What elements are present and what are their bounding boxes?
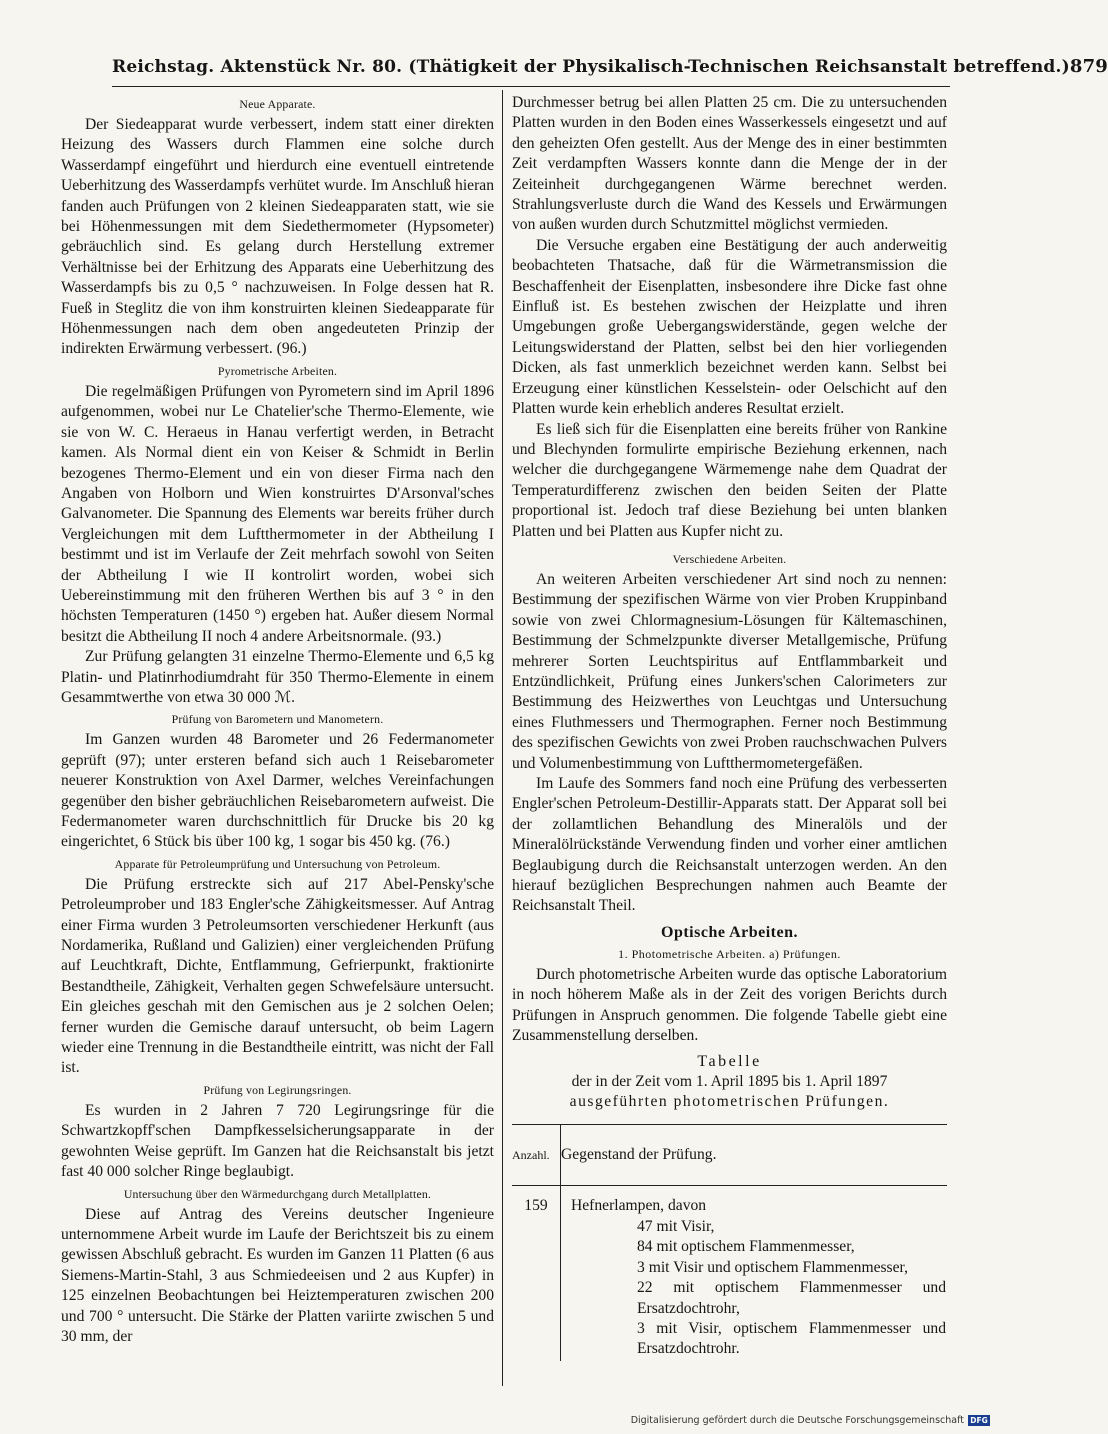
section-heading: Prüfung von Barometern und Manometern. — [171, 712, 384, 727]
paragraph: Der Siedeapparat wurde verbessert, indem statt einer direkten Heizung des Wassers durch Flammen eine solche durch Wasserdampf eingeführt und hierdurch eine eventuell eintretende Ueberhitzung des Wasserdampfs verhütet wurde. Im Anschluß hieran fanden auch Prüfungen von 2 kleinen Siedeapparaten statt, wie sie bei Höhenmessungen mit dem Siedethermometer (Hypsometer) gebräuchlich sind. Es gelang durch Herstellung extremer Verhältnisse bei der Erhitzung des Apparats eine Ueberhitzung des Wasserdampfs bis zu 0,5 ° nachzuweisen. In Folge dessen hat R. Fueß in Steglitz die von ihm konstruirten kleinen Siedeapparate für Höhenmessungen nach dem oben angedeuteten Prinzip der indirekten Erwärmung verbessert. (96.) — [61, 116, 494, 358]
paragraph: Die Prüfung erstreckte sich auf 217 Abel-Pensky'sche Petroleumprober und 183 Engler'sche Zähigkeitsmesser. Auf Antrag einer Firma wurden 3 Petroleumsorten verschiedener Herkunft (aus Nordamerika, Rußland und Galizien) einer vergleichenden Prüfung auf Leuchtkraft, Dichte, Entflammung, Gefrierpunkt, fraktionirte Bestandtheile, Zähigkeit, Verhalten gegen Schwefelsäure untersucht. Ein gleiches geschah mit den Gemischen aus je 2 solchen Oelen; ferner wurden die Gemische darauf untersucht, ob beim Lagern wieder eine Trennung in die Bestandtheile eintritt, was nicht der Fall ist. — [61, 875, 494, 1077]
column-header-subject: Gegenstand der Prüfung. — [561, 1125, 948, 1186]
paragraph: An weiteren Arbeiten verschiedener Art sind noch zu nennen: Bestimmung der spezifischen Wärme von vier Proben Kruppinband sowie von zwei Chlormagnesium-Lösungen für Kältemaschinen, Bestimmung der Schmelzpunkte diverser Metallgemische, Prüfung mehrerer Sorten Leuchtspiritus auf Entflammbarkeit und Entzündlichkeit, Prüfung eines Junkers'schen Calorimeters zur Bestimmung des Heizwerthes von Leuchtgas und Untersuchung eines Fluthmessers und Thermographen. Ferner noch Bestimmung des spezifischen Gewichts von zwei Proben rauchschwachen Pulvers und Volumenbestimmung von Luftthermometergefäßen. — [512, 570, 947, 772]
dfg-logo-icon: DFG — [968, 1415, 990, 1426]
paragraph: Diese auf Antrag des Vereins deutscher Ingenieure unternommene Arbeit wurde im Laufe der Berichtszeit bis zu einem gewissen Abschluß gebracht. Es wurden im Ganzen 11 Platten (6 aus Siemens-Martin-Stahl, 3 aus Schmiedeeisen und 2 aus Kupfer) in 125 einzelnen Beobachtungen bei Heiztemperaturen zwischen 200 und 700 ° untersucht. Die Stärke der Platten variirte zwischen 5 und 30 mm, der — [61, 1205, 494, 1345]
section-heading: Prüfung von Legirungsringen. — [203, 1082, 352, 1097]
digitization-credit — [631, 1415, 990, 1426]
running-title: Reichstag. Aktenstück Nr. 80. (Thätigkeit der Physikalisch-Technischen Reichsanstalt betreffend.) — [112, 57, 1070, 77]
paragraph: Die regelmäßigen Prüfungen von Pyrometern sind im April 1896 aufgenommen, wobei nur Le Chatelier'sche Thermo-Elemente, wie sie von W. C. Heraeus in Hanau verfertigt werden, in Betracht kamen. Als Normal dient ein von Keiser & Schmidt in Berlin bezogenes Thermo-Element und ein von dieser Firma nach den Angaben von Holborn und Wien konstruirtes D'Arsonval'sches Galvanometer. Die Spannung des Elements war bereits früher durch Vergleichungen mit dem Luftthermometer in der Abtheilung I bestimmt und ist im Verlaufe der Zeit mehrfach sowohl von Seiten der Abtheilung I wie II kontrolirt worden, wobei sich Uebereinstimmung mit den früheren Werthen bis auf 3 ° in den höchsten Temperaturen (1450 °) ergeben hat. Außer diesem Normal besitzt die Abtheilung II noch 4 andere Arbeitsnormale. (93.) — [61, 382, 494, 645]
paragraph: Zur Prüfung gelangten 31 einzelne Thermo-Elemente und 6,5 kg Platin- und Platinrhodiumdraht für 350 Thermo-Elemente in einem Gesammtwerthe von etwa 30 000 ℳ. — [61, 648, 494, 706]
page-number: 879 — [1069, 56, 1108, 77]
table-item-main: Hefnerlampen, davon — [571, 1197, 707, 1215]
paragraph: Es wurden in 2 Jahren 7 720 Legirungsringe für die Schwartzkopff'schen Dampfkesselsicherungsapparate in der gewohnten Weise geprüft. Im Ganzen hat die Reichsanstalt bis jetzt fast 40 000 solcher Ringe beglaubigt. — [61, 1101, 494, 1181]
table-item: 22 mit optischem Flammenmesser und Ersatzdochtrohr, — [637, 1279, 946, 1317]
column-header-count: Anzahl. — [512, 1125, 561, 1186]
subject-cell — [561, 1186, 948, 1361]
paragraph: Durchmesser betrug bei allen Platten 25 cm. Die zu untersuchenden Platten wurden in den Boden eines Wasserkessels eingesetzt und auf den geheizten Ofen gestellt. Aus der Menge des in einer bestimmten Zeit verdampften Wassers konnte dann die Menge der in der Zeiteinheit durchgegangenen Wärme berechnet werden. Strahlungsverluste durch die Wand des Kessels und Erwärmungen von außen wurden durch Schutzmittel möglichst vermieden. — [512, 94, 947, 234]
table-item: 3 mit Visir, optischem Flammenmesser und Ersatzdochtrohr. — [637, 1319, 946, 1358]
section-heading: Verschiedene Arbeiten. — [672, 551, 787, 566]
header-rule — [112, 86, 950, 87]
subsection-heading: 1. Photometrische Arbeiten. a) Prüfungen. — [618, 946, 841, 961]
running-header — [112, 56, 1108, 84]
table-title — [512, 1052, 947, 1112]
table-title-line: der in der Zeit vom 1. April 1895 bis 1. April 1897 — [571, 1073, 888, 1091]
table-item: 47 mit Visir, — [637, 1217, 715, 1235]
section-heading: Pyrometrische Arbeiten. — [217, 363, 338, 378]
photometric-table — [512, 1124, 947, 1360]
section-heading: Neue Apparate. — [239, 97, 316, 111]
paragraph: Es ließ sich für die Eisenplatten eine bereits früher von Rankine und Blechynden formulirte empirische Beziehung erkennen, nach welcher die durchgegangene Wärmemenge nahe dem Quadrat der Temperaturdifferenz zwischen den beiden Seiten der Platte proportional ist. Jedoch traf diese Beziehung bei unten blanken Platten und bei Platten aus Kupfer nicht zu. — [512, 420, 947, 540]
section-heading: Apparate für Petroleumprüfung und Untersuchung von Petroleum. — [114, 856, 441, 871]
table-item: 84 mit optischem Flammenmesser, — [637, 1238, 855, 1256]
paragraph: Durch photometrische Arbeiten wurde das optische Laboratorium in noch höherem Maße als in der Zeit des vorigen Berichts durch Prüfungen in Anspruch genommen. Die folgende Tabelle giebt eine Zusammenstellung derselben. — [512, 965, 947, 1045]
column-divider — [502, 90, 503, 1386]
paragraph: Im Ganzen wurden 48 Barometer und 26 Federmanometer geprüft (97); unter ersteren befand sich auch 1 Reisebarometer neuerer Konstruktion von Axel Darmer, welches Vereinfachungen gegenüber den bisher gebräuchlichen Reisebarometern aufweist. Die Federmanometer waren durchschnittlich für Drucke bis 20 kg eingerichtet, 6 Stück bis über 100 kg, 1 sogar bis 450 kg. (76.) — [61, 731, 494, 851]
table-row — [512, 1186, 947, 1361]
paragraph: Im Laufe des Sommers fand noch eine Prüfung des verbesserten Engler'schen Petroleum-Destillir-Apparats statt. Der Apparat soll bei der zollamtlichen Behandlung des Mineralöls und der Mineralölrückstände Verwendung finden und vorher einer amtlichen Beglaubigung durch die Reichsanstalt unterzogen werden. An den hierauf bezüglichen Besprechungen nahmen auch Beamte der Reichsanstalt Theil. — [512, 775, 947, 915]
table-item: 3 mit Visir und optischem Flammenmesser, — [637, 1258, 909, 1276]
section-title-optische: Optische Arbeiten. — [661, 923, 798, 941]
credit-text: Digitalisierung gefördert durch die Deutsche Forschungsgemeinschaft — [630, 1415, 964, 1426]
count-cell: 159 — [512, 1186, 561, 1361]
left-column — [61, 93, 494, 1347]
table-title-line: Tabelle — [697, 1053, 762, 1071]
table-title-line: ausgeführten photometrischen Prüfungen. — [569, 1093, 890, 1111]
right-column — [512, 93, 947, 1361]
section-heading: Untersuchung über den Wärmedurchgang durch Metallplatten. — [123, 1186, 432, 1201]
paragraph: Die Versuche ergaben eine Bestätigung der auch anderweitig beobachteten Thatsache, daß für die Wärmetransmission die Beschaffenheit der Eisenplatten, insbesondere ihre Dicke fast ohne Einfluß ist. Es bestehen zwischen der Heizplatte und ihren Umgebungen große Uebergangswiderstände, gegen welche der Leitungswiderstand der Platten, selbst bei den hier vorliegenden Dicken, als fast unmerklich bezeichnet werden kann. Selbst bei Erzeugung einer künstlichen Kesselstein- oder Oelschicht auf den Platten wurde kein erheblich anderes Resultat erzielt. — [512, 236, 947, 418]
